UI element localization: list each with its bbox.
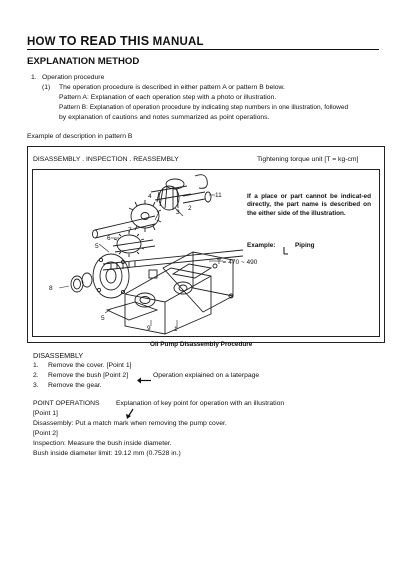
point-2-label: [Point 2] — [33, 430, 58, 437]
piping-bracket-icon — [280, 242, 292, 251]
pattern-b-line-1: Pattern B: Explanation of operation procedure by indicating step numbers in one illustration, followed — [59, 104, 349, 111]
later-page-note: Operation explained on a laterpage — [153, 372, 260, 379]
callout-2: 2 — [188, 205, 192, 212]
callout-5-bottom: 5 — [101, 315, 105, 322]
pattern-a-text: Pattern A: Explanation of each operation step with a photo or illustration. — [59, 94, 277, 101]
point-1-text: Disassembly: Put a match mark when removing the pump cover. — [33, 420, 227, 427]
point-operations-heading: POINT OPERATIONS — [33, 400, 100, 407]
callout-1: 1 — [174, 326, 178, 333]
sub-number: (1) — [42, 84, 51, 91]
box-header-right: Tightening torque unit [T = kg-cm] — [257, 156, 359, 163]
title-rule — [27, 49, 379, 50]
step-1-text: Remove the cover. [Point 1] — [48, 362, 132, 369]
example-label: Example of description in pattern B — [27, 133, 133, 140]
callout-5-top: 5 — [95, 243, 99, 250]
sub-text: The operation procedure is described in either pattern A or pattern B below. — [59, 84, 285, 91]
callout-11: 11 — [215, 192, 222, 199]
callout-6: 6 — [107, 235, 111, 242]
title-word-this: THIS — [119, 34, 150, 48]
pattern-b-line-2: by explanation of cautions and notes summarized as point operations. — [59, 114, 270, 121]
disassembly-heading: DISASSEMBLY — [33, 351, 84, 360]
callout-4: 4 — [148, 193, 152, 200]
title-word-how: HOW — [27, 36, 56, 48]
callout-9: 9 — [147, 325, 151, 332]
arrow-down-icon — [124, 407, 136, 419]
item-title: Operation procedure — [42, 74, 105, 81]
note-example-label: Example: — [247, 242, 276, 249]
arrow-left-icon — [136, 372, 152, 381]
part-name-note: If a place or part cannot be indicat-ed directly, the part name is described on the either side of the illustration. — [247, 193, 371, 217]
oil-pump-illustration — [33, 170, 258, 334]
point-2-line-1: Inspection: Measure the bush inside diameter. — [33, 440, 172, 447]
point-1-label: [Point 1] — [33, 410, 58, 417]
step-2-number: 2. — [33, 372, 39, 379]
callout-8: 8 — [49, 285, 53, 292]
item-number: 1. — [31, 74, 37, 81]
point-operations-explanation: Explanation of key point for operation with an illustration — [116, 400, 285, 407]
step-3-text: Remove the gear. — [48, 382, 102, 389]
section-title: EXPLANATION METHOD — [27, 56, 140, 67]
step-1-number: 1. — [33, 362, 39, 369]
callout-7: 7 — [128, 227, 132, 234]
step-3-number: 3. — [33, 382, 39, 389]
title-word-manual: MANUAL — [152, 36, 204, 48]
note-example-value: Piping — [295, 242, 315, 249]
callout-3: 3 — [176, 209, 180, 216]
point-2-line-2: Bush inside diameter limit: 19.12 mm (0.7528 in.) — [33, 450, 181, 457]
step-2-text: Remove the bush [Point 2] — [48, 372, 129, 379]
illustration-caption: Oil Pump Disassembly Procedure — [150, 341, 253, 348]
box-header-left: DISASSEMBLY . INSPECTION . REASSEMBLY — [33, 156, 179, 163]
torque-spec: T = 470 ~ 490 — [217, 259, 258, 266]
manual-title — [27, 34, 204, 48]
title-word-to-read: TO READ — [59, 34, 117, 48]
